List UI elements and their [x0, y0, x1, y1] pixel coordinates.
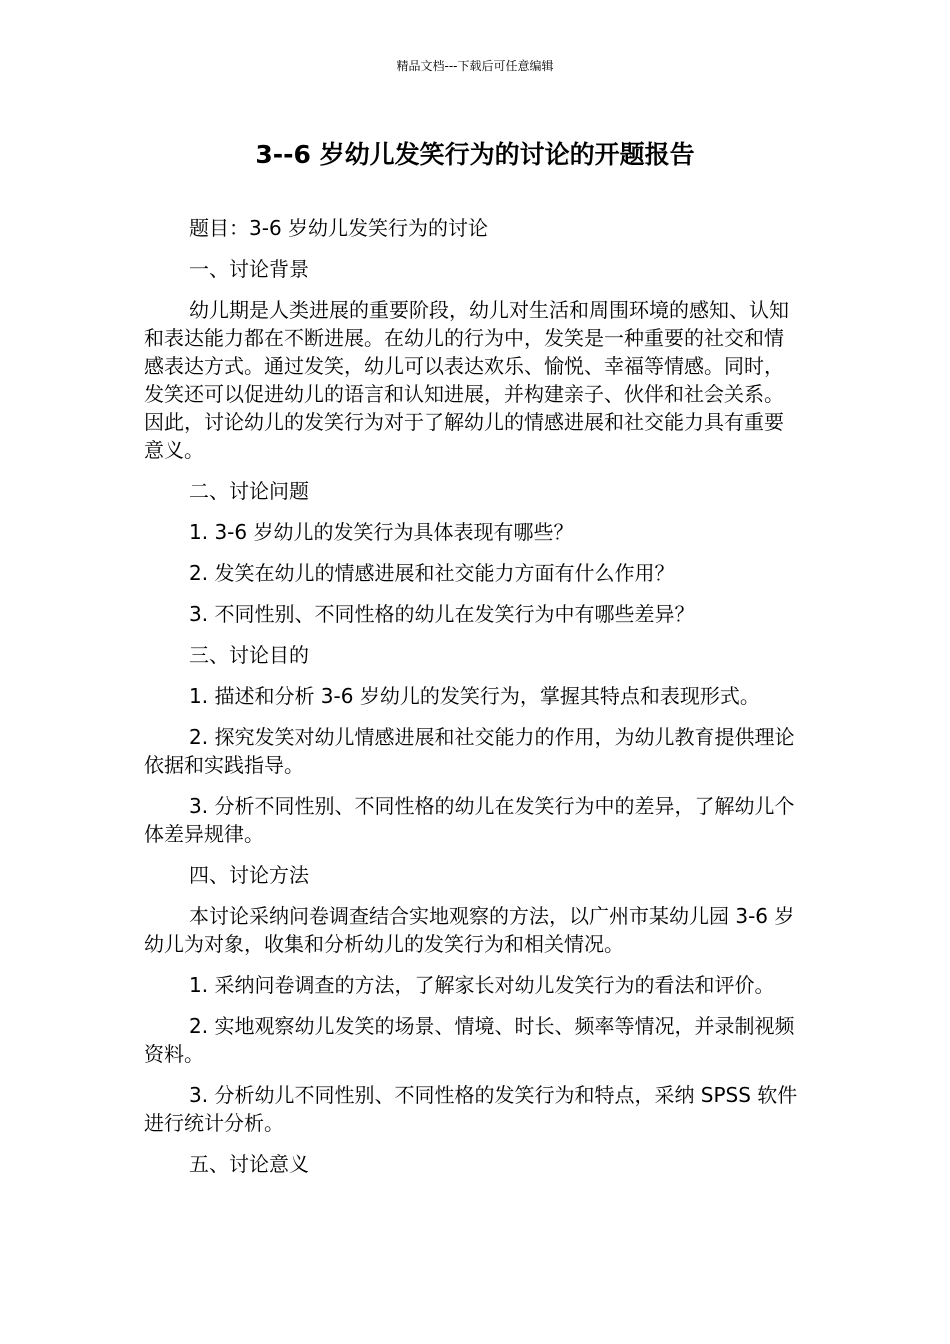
paragraph-background: 幼儿期是人类进展的重要阶段，幼儿对生活和周围环境的感知、认知和表达能力都在不断进展。在幼儿的行为中，发笑是一种重要的社交和情感表达方式。通过发笑，幼儿可以表达欢乐、愉悦、幸福等情感。同时，发笑还可以促进幼儿的语言和认知进展，并构建亲子、伙伴和社会关系。因此，讨论幼儿的发笑行为对于了解幼儿的情感进展和社交能力具有重要意义。 — [144, 298, 789, 462]
paragraph-method: 本讨论采纳问卷调查结合实地观察的方法，以广州市某幼儿园 3-6 岁幼儿为对象，收集和分析幼儿的发笑行为和相关情况。 — [144, 904, 795, 956]
list-item-method-2: 2. 实地观察幼儿发笑的场景、情境、时长、频率等情况，并录制视频资料。 — [144, 1014, 795, 1066]
section-heading-method: 四、讨论方法 — [189, 863, 309, 887]
list-item-purpose-3: 3. 分析不同性别、不同性格的幼儿在发笑行为中的差异，了解幼儿个体差异规律。 — [144, 794, 795, 846]
section-heading-questions: 二、讨论问题 — [189, 479, 309, 503]
section-heading-purpose: 三、讨论目的 — [189, 643, 309, 667]
list-item-question-1: 1. 3-6 岁幼儿的发笑行为具体表现有哪些？ — [189, 520, 574, 544]
section-heading-significance: 五、讨论意义 — [189, 1152, 309, 1176]
list-item-question-3: 3. 不同性别、不同性格的幼儿在发笑行为中有哪些差异？ — [189, 602, 695, 626]
document-body — [144, 214, 798, 1191]
page-header: 精品文档---下载后可任意编辑 — [396, 59, 554, 73]
section-heading-background: 一、讨论背景 — [189, 257, 309, 281]
list-item-method-3: 3. 分析幼儿不同性别、不同性格的发笑行为和特点，采纳 SPSS 软件进行统计分析。 — [144, 1083, 798, 1135]
document-title: 3--6 岁幼儿发笑行为的讨论的开题报告 — [255, 140, 695, 169]
list-item-purpose-1: 1. 描述和分析 3-6 岁幼儿的发笑行为，掌握其特点和表现形式。 — [189, 684, 760, 708]
list-item-question-2: 2. 发笑在幼儿的情感进展和社交能力方面有什么作用？ — [189, 561, 675, 585]
list-item-method-1: 1. 采纳问卷调查的方法，了解家长对幼儿发笑行为的看法和评价。 — [189, 973, 775, 997]
paragraph-topic: 题目：3-6 岁幼儿发笑行为的讨论 — [189, 216, 489, 240]
list-item-purpose-2: 2. 探究发笑对幼儿情感进展和社交能力的作用，为幼儿教育提供理论依据和实践指导。 — [144, 725, 795, 777]
